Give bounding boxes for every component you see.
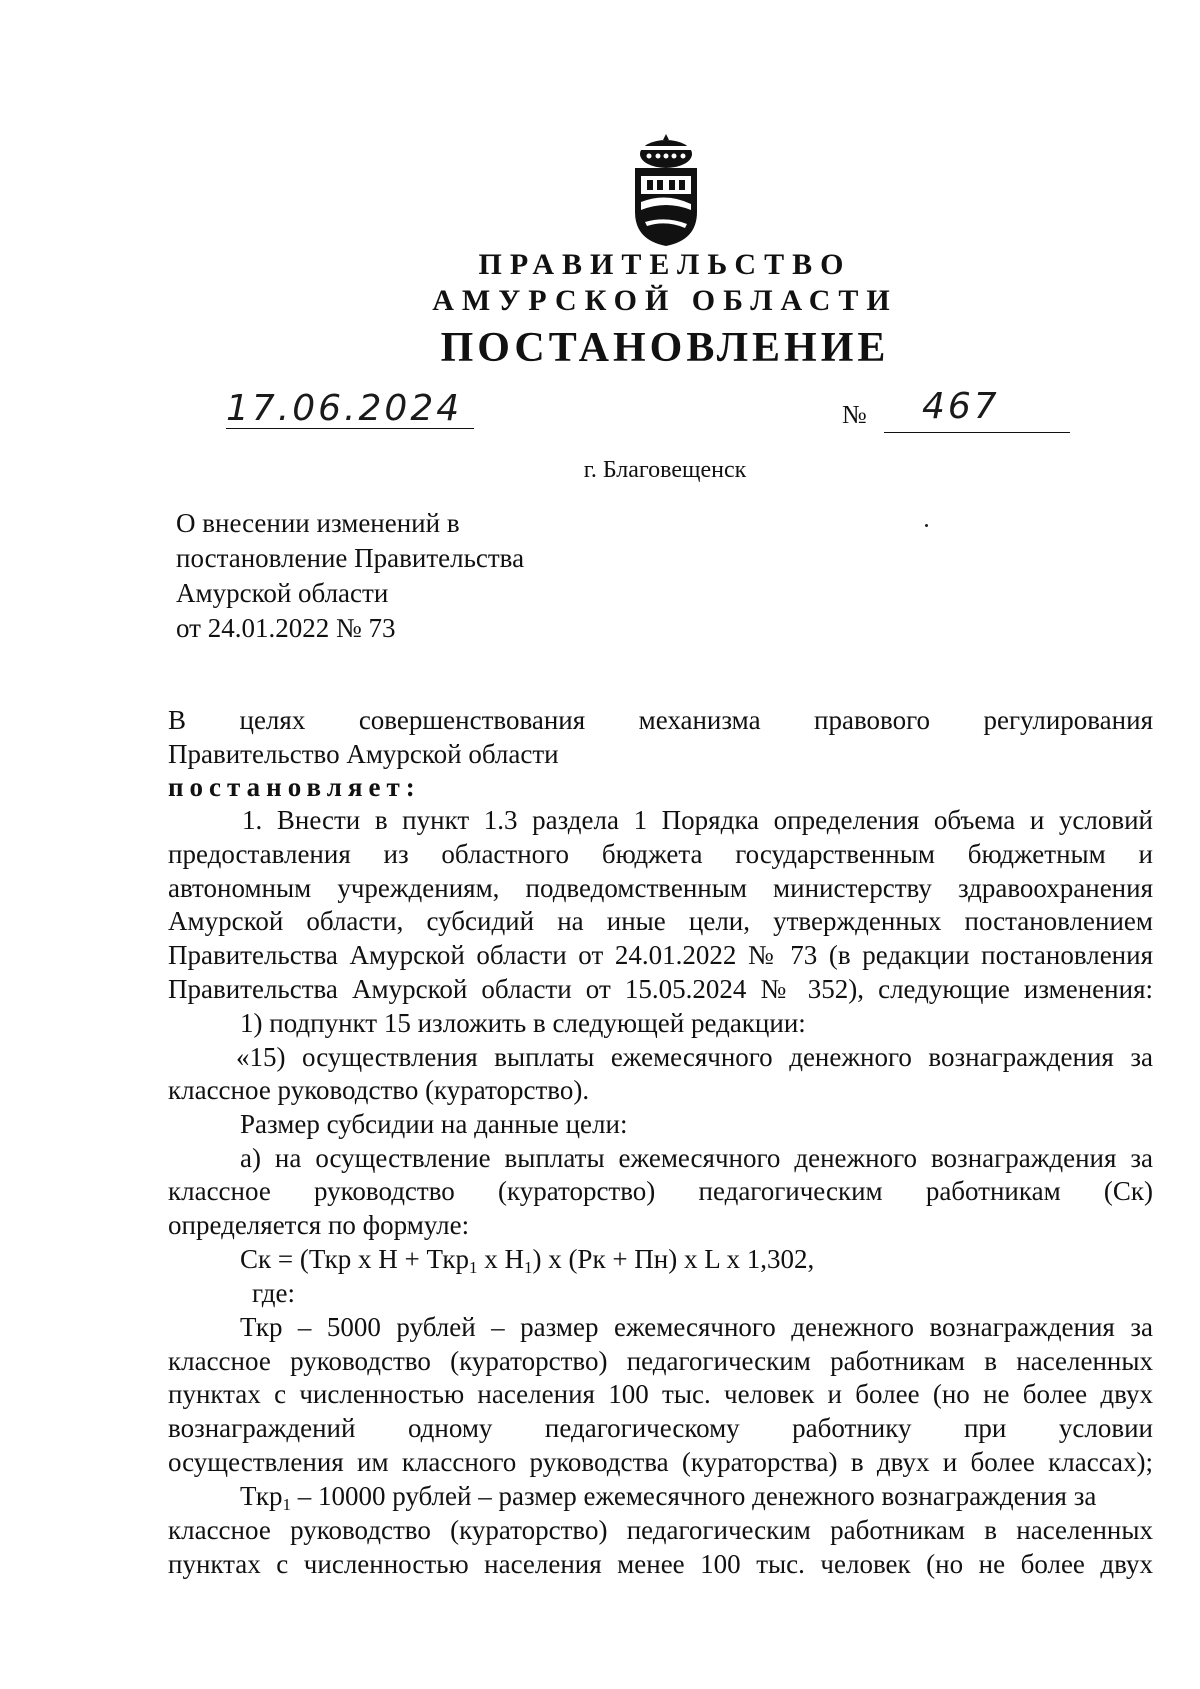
number-sign: № (842, 400, 867, 429)
body-line: классное руководство (кураторство) педагогическим работникам в населенных (168, 1515, 1153, 1545)
government-title-line1: ПРАВИТЕЛЬСТВО (478, 248, 852, 281)
formula-part: х Н (477, 1244, 524, 1274)
document-number: 467 (922, 386, 1000, 427)
body-line: пунктах с численностью населения менее 100 тыс. человек (но не более двух (168, 1549, 1153, 1579)
definition-part: – 10000 рублей – размер ежемесячного денежного вознаграждения за (290, 1481, 1097, 1511)
coat-of-arms-emblem (627, 132, 705, 248)
subject-line: от 24.01.2022 № 73 (176, 613, 396, 643)
body-line: вознаграждений одному педагогическому работнику при условии (168, 1413, 1153, 1443)
definition-line (240, 1481, 1096, 1512)
body-line: Правительства Амурской области от 15.05.2024 № 352), следующие изменения: (168, 974, 1153, 1004)
body-line: классное руководство (кураторство) педагогическим работникам (Ск) (168, 1176, 1153, 1206)
document-subject (176, 506, 524, 646)
resolves-word: постановляет: (168, 772, 421, 802)
body-line: Правительства Амурской области от 24.01.2022 № 73 (в редакции постановления (168, 940, 1153, 970)
document-type-title: ПОСТАНОВЛЕНИЕ (440, 325, 890, 371)
body-line: 1) подпункт 15 изложить в следующей редакции: (240, 1008, 806, 1038)
definition-subscript: 1 (282, 1495, 291, 1514)
subject-line: О внесении изменений в (176, 508, 460, 538)
body-line: 1. Внести в пункт 1.3 раздела 1 Порядка определения объема и условий (242, 805, 1153, 835)
body-line: классное руководство (кураторство). (168, 1075, 590, 1105)
formula-subscript: 1 (523, 1258, 533, 1277)
body-line: автономным учреждениям, подведомственным министерству здравоохранения (168, 873, 1153, 903)
body-line: Ткр – 5000 рублей – размер ежемесячного денежного вознаграждения за (240, 1312, 1153, 1342)
number-underline (884, 432, 1070, 433)
subject-line: Амурской области (176, 578, 389, 608)
body-line: Размер субсидии на данные цели: (240, 1109, 628, 1139)
body-line: пунктах с численностью населения 100 тыс. человек и более (но не более двух (168, 1379, 1153, 1409)
formula-part: Ск = (Ткр х Н + Ткр (240, 1244, 469, 1274)
formula-subscript: 1 (468, 1258, 478, 1277)
city-name: г. Благовещенск (583, 457, 747, 483)
body-line: В целях совершенствования механизма правового регулирования (168, 705, 1153, 735)
body-line: Амурской области, субсидий на иные цели, утвержденных постановлением (168, 906, 1153, 936)
body-line: где: (252, 1278, 295, 1308)
body-line: предоставления из областного бюджета государственным бюджетным и (168, 839, 1153, 869)
government-title-line2: АМУРСКОЙ ОБЛАСТИ (432, 284, 898, 317)
body-line: а) на осуществление выплаты ежемесячного денежного вознаграждения за (240, 1143, 1153, 1173)
date-underline (226, 428, 474, 429)
document-date: 17.06.2024 (226, 388, 463, 429)
formula-part: ) х (Рк + Пн) х L х 1,302, (532, 1244, 815, 1274)
scan-speck (925, 524, 928, 527)
formula-line (240, 1244, 814, 1275)
body-line: классное руководство (кураторство) педагогическим работникам в населенных (168, 1346, 1153, 1376)
body-line: осуществления им классного руководства (кураторства) в двух и более классах); (168, 1447, 1153, 1477)
body-line: «15) осуществления выплаты ежемесячного денежного вознаграждения за (236, 1042, 1153, 1072)
body-line: определяется по формуле: (168, 1210, 470, 1240)
definition-part: Ткр (240, 1481, 283, 1511)
body-line: Правительство Амурской области (168, 739, 559, 769)
subject-line: постановление Правительства (176, 543, 525, 573)
